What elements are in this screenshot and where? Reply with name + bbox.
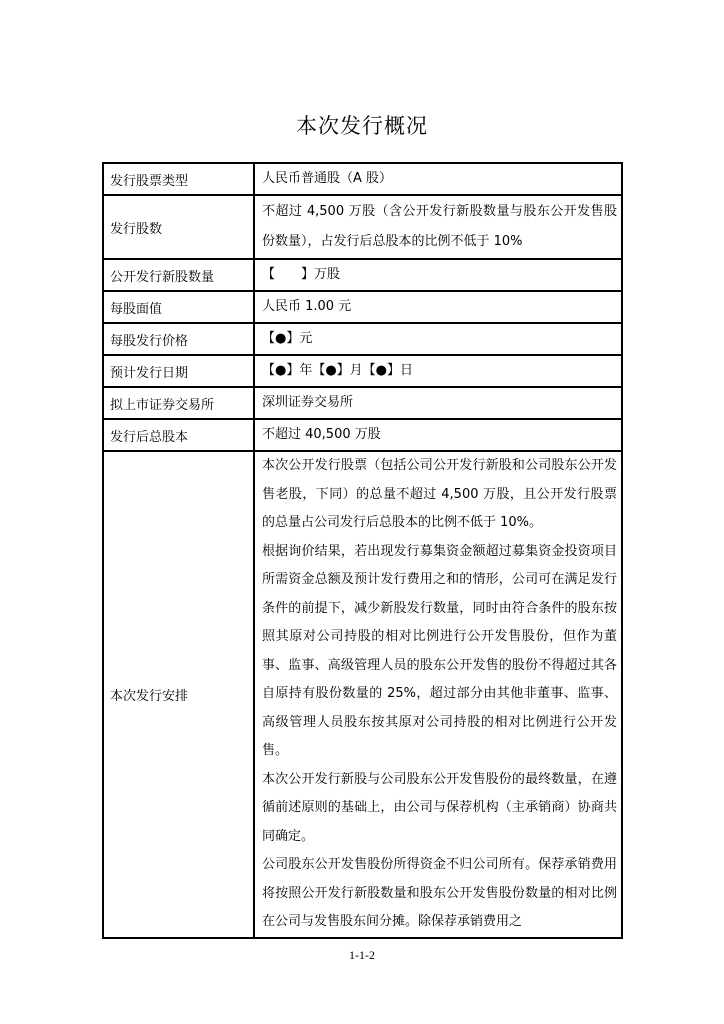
- paragraph: 公司股东公开发售股份所得资金不归公司所有。保荐承销费用将按照公开发行新股数量和股东公开发售股份数量的相对比例在公司与发售股东间分摊。除保荐承销费用之: [262, 857, 617, 929]
- row-value: [254, 323, 622, 355]
- row-value: [254, 163, 622, 195]
- table-row: [103, 355, 622, 387]
- table-row: [103, 451, 622, 938]
- table-row: [103, 387, 622, 419]
- page-number: 1-1-2: [349, 948, 375, 962]
- row-value: [254, 195, 622, 259]
- row-label: 发行股数: [103, 195, 254, 259]
- row-label: 公开发行新股数量: [103, 259, 254, 291]
- row-label: 拟上市证券交易所: [103, 387, 254, 419]
- table-row: [103, 291, 622, 323]
- table-row: [103, 195, 622, 259]
- row-label: 发行股票类型: [103, 163, 254, 195]
- value-text: 人民币 1.00 元: [262, 299, 352, 314]
- row-label: 每股发行价格: [103, 323, 254, 355]
- row-label: 预计发行日期: [103, 355, 254, 387]
- table-row: [103, 323, 622, 355]
- table-row: [103, 259, 622, 291]
- row-label: 本次发行安排: [103, 451, 254, 938]
- value-text: 不超过 40,500 万股: [262, 427, 381, 442]
- offering-summary-table: [102, 162, 623, 939]
- paragraph: 本次公开发行股票（包括公司公开发行新股和公司股东公开发售老股，下同）的总量不超过 4,500 万股，且公开发行股票的总量占公司发行后总股本的比例不低于 10%。: [262, 458, 617, 530]
- row-label: 发行后总股本: [103, 419, 254, 451]
- table-row: [103, 419, 622, 451]
- row-value: [254, 291, 622, 323]
- value-text: 不超过 4,500 万股（含公开发行新股数量与股东公开发售股份数量），占发行后总股本的比例不低于 10%: [262, 204, 617, 249]
- page-title: 本次发行概况: [296, 114, 428, 138]
- value-text: 人民币普通股（A 股）: [262, 171, 393, 186]
- value-text: 深圳证券交易所: [262, 395, 354, 410]
- row-value: [254, 259, 622, 291]
- table-row: [103, 163, 622, 195]
- row-value: [254, 419, 622, 451]
- value-text: 【 】万股: [262, 267, 341, 282]
- row-value: [254, 387, 622, 419]
- paragraph: 根据询价结果，若出现发行募集资金额超过募集资金投资项目所需资金总额及预计发行费用之和的情形，公司可在满足发行条件的前提下，减少新股发行数量，同时由符合条件的股东按照其原对公司持股的相对比例进行公开发售股份，但作为董事、监事、高级管理人员的股东公开发售的股份不得超过其各自原持有股份数量的 25%，超过部分由其他非董事、监事、高级管理人员股东按其原对公司持股的相对比例进行公开发售。: [262, 543, 617, 758]
- row-value: [254, 355, 622, 387]
- value-text: 【●】年【●】月【●】日: [262, 363, 414, 378]
- value-text: 【●】元: [262, 331, 313, 346]
- row-label: 每股面值: [103, 291, 254, 323]
- paragraph: 本次公开发行新股与公司股东公开发售股份的最终数量，在遵循前述原则的基础上，由公司与保荐机构（主承销商）协商共同确定。: [262, 771, 617, 844]
- row-value: [254, 451, 622, 938]
